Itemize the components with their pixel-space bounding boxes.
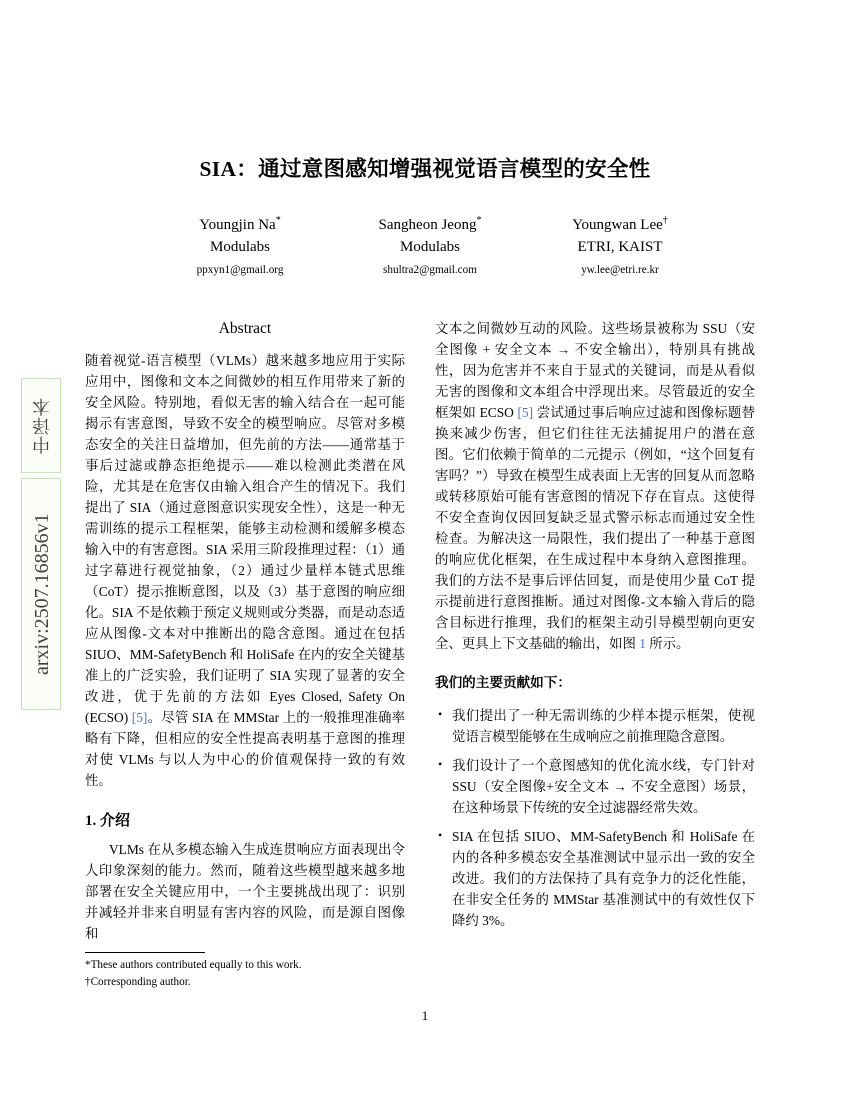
author-footnote-mark: †	[662, 215, 668, 226]
author-email[interactable]: yw.lee@etri.re.kr	[581, 264, 659, 276]
section-heading-introduction: 1. 介绍	[85, 813, 131, 829]
author-block	[150, 210, 710, 280]
footnote-equal-contribution: *These authors contributed equally to this work.	[85, 959, 302, 971]
citation-link-ecso[interactable]: [5]	[131, 710, 148, 725]
author-name: Youngjin Na*	[199, 215, 281, 233]
citation-link-ecso-right[interactable]: [5]	[517, 405, 534, 420]
author-footnote-mark: *	[275, 215, 281, 226]
intro-continued-part1: 文本之间微妙互动的风险。这些场景被称为 SSU（安全图像 + 安全文本 → 不安全输出），特别具有挑战性，因为危害并不来自于显式的关键词，而是从看似无害的图像和文本组合中浮现出来。尽管最近的安全框架如 ECSO	[435, 321, 755, 420]
list-item: • SIA 在包括 SIUO、MM-SafetyBench 和 HoliSafe 在内的各种多模态安全基准测试中显示出一致的安全改进。我们的方法保持了具有竞争力的泛化性能，在非安全任务的 MMStar 基准测试中的有效性仅下降约 3%。	[452, 826, 755, 931]
right-column	[435, 318, 755, 939]
intro-continued-part3: 所示。	[645, 636, 690, 651]
translated-version-badge: 中译本	[21, 378, 61, 473]
list-item: • 我们提出了一种无需训练的少样本提示框架，使视觉语言模型能够在生成响应之前推理隐含意图。	[452, 705, 755, 747]
arxiv-sidebar	[0, 370, 66, 720]
author-entry	[530, 210, 710, 280]
figure-reference-link[interactable]: 1	[639, 636, 646, 651]
footnote-corresponding-author: †Corresponding author.	[85, 975, 191, 988]
contributions-heading: 我们的主要贡献如下：	[435, 675, 571, 690]
author-name: Youngwan Lee†	[572, 215, 668, 233]
introduction-continued	[435, 318, 755, 654]
author-entry	[150, 210, 330, 280]
author-name: Sangheon Jeong*	[378, 215, 482, 233]
page-number: 1	[421, 1008, 429, 1023]
author-entry	[340, 210, 520, 280]
author-email[interactable]: shultra2@gmail.com	[383, 264, 477, 276]
author-affiliation: Modulabs	[210, 239, 270, 255]
left-column	[85, 318, 405, 944]
page-title: SIA：通过意图感知增强视觉语言模型的安全性	[199, 157, 651, 181]
intro-continued-part2: 尝试通过事后响应过滤和图像标题替换来减少伤害，但它们往往无法捕捉用户的潜在意图。它们依赖于简单的二元提示（例如，“这个回复有害吗？”）导致在模型生成表面上无害的回复从而忽略或转移原始可能有害意图的情况下存在盲点。这使得不安全查询仅因回复缺乏显式警示标志而通过安全性检查。为解决这一局限性，我们提出了一种基于意图的响应优化框架，在生成过程中本身纳入意图推理。我们的方法不是事后评估回复，而是使用少量 CoT 提示提前进行意图推断。通过对图像-文本输入背后的隐含目标进行推理，我们的框架主动引导模型朝向更安全、更具上下文基础的输出，如图	[435, 405, 755, 651]
author-footnote-mark: *	[476, 215, 482, 226]
arxiv-identifier[interactable]: arxiv:2507.16856v1	[21, 478, 61, 710]
author-affiliation: ETRI, KAIST	[577, 239, 663, 255]
author-affiliation: Modulabs	[400, 239, 460, 255]
abstract-text-part1: 随着视觉-语言模型（VLMs）越来越多地应用于实际应用中，图像和文本之间微妙的相互作用带来了新的安全风险。特别地，看似无害的输入结合在一起可能揭示有害意图，导致不安全的模型响应。尽管对多模态安全的关注日益增加，但先前的方法——通常基于事后过滤或静态拒绝提示——难以检测此类潜在风险，尤其是在危害仅由输入组合产生的情况下。我们提出了 SIA（通过意图意识实现安全性），这是一种无需训练的提示工程框架，能够主动检测和缓解多模态输入中的有害意图。SIA 采用三阶段推理过程：（1）通过字幕进行视觉抽象，（2）通过少量样本链式思维（CoT）提示推断意图，以及（3）基于意图的响应细化。SIA 不是依赖于预定义规则或分类器，而是动态适应从图像-文本对中推断出的隐含意图。通过在包括 SIUO、MM-SafetyBench 和 HoliSafe 在内的安全关键基准上的广泛实验，我们证明了 SIA 实现了显著的安全改进，优于先前的方法如 Eyes Closed, Safety On (ECSO)	[85, 353, 405, 725]
abstract-text	[85, 350, 405, 791]
list-item: • 我们设计了一个意图感知的优化流水线，专门针对 SSU（安全图像+安全文本 → 不安全意图）场景，在这种场景下传统的安全过滤器经常失效。	[452, 755, 755, 818]
footnote-divider	[85, 952, 205, 953]
author-email[interactable]: ppxyn1@gmail.org	[196, 264, 284, 276]
abstract-heading: Abstract	[218, 320, 272, 337]
footnote-block	[85, 952, 405, 990]
abstract-text-part2: 。尽管 SIA 在 MMStar 上的一般推理准确率略有下降，但相应的安全性提高表明基于意图的推理对使 VLMs 与以人为中心的价值观保持一致的有效性。	[85, 710, 405, 788]
contributions-list	[435, 705, 755, 931]
introduction-paragraph: VLMs 在从多模态输入生成连贯响应方面表现出令人印象深刻的能力。然而，随着这些模型越来越多地部署在安全关键应用中，一个主要挑战出现了：识别并减轻并非来自明显有害内容的风险，而是源自图像和	[85, 842, 405, 941]
